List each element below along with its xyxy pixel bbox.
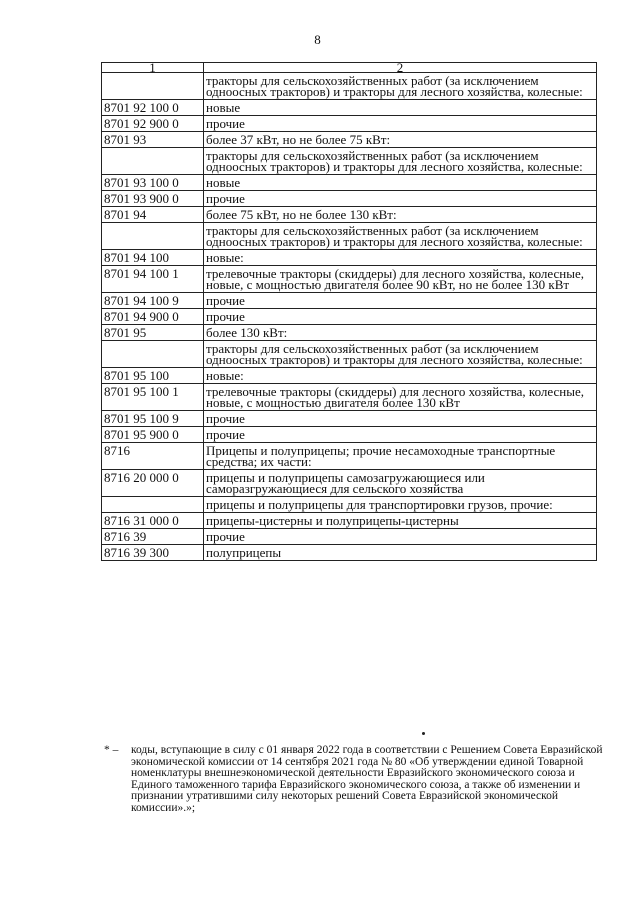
description-cell: полуприцепы xyxy=(204,545,597,561)
description-cell: прицепы и полуприцепы самозагружающиеся или саморазгружающиеся для сельского хозяйства xyxy=(204,470,597,497)
page-number: 8 xyxy=(314,32,321,47)
description-cell: прочие xyxy=(204,116,597,132)
tariff-code-cell xyxy=(102,341,204,368)
tariff-code-cell: 8701 92 900 0 xyxy=(102,116,204,132)
tariff-code-cell: 8701 93 xyxy=(102,132,204,148)
table-row xyxy=(102,73,597,100)
table-row xyxy=(102,266,597,293)
table-row xyxy=(102,223,597,250)
table-row xyxy=(102,411,597,427)
tariff-code-cell: 8701 94 900 0 xyxy=(102,309,204,325)
table-row xyxy=(102,148,597,175)
tariff-code-cell: 8701 93 900 0 xyxy=(102,191,204,207)
table-row xyxy=(102,191,597,207)
description-cell: прочие xyxy=(204,529,597,545)
table-row xyxy=(102,207,597,223)
table-row xyxy=(102,384,597,411)
table-row xyxy=(102,470,597,497)
tariff-code-cell: 8701 92 100 0 xyxy=(102,100,204,116)
column-header-description: 2 xyxy=(204,63,597,73)
tariff-code-cell xyxy=(102,73,204,100)
tariff-code-cell: 8701 93 100 0 xyxy=(102,175,204,191)
tariff-code-cell: 8701 94 100 xyxy=(102,250,204,266)
tariff-code-cell: 8701 94 xyxy=(102,207,204,223)
tariff-code-cell: 8701 95 100 1 xyxy=(102,384,204,411)
table-row xyxy=(102,116,597,132)
tariff-table xyxy=(101,62,597,561)
description-cell: прочие xyxy=(204,411,597,427)
description-cell: новые xyxy=(204,175,597,191)
table-row xyxy=(102,443,597,470)
description-cell: прочие xyxy=(204,293,597,309)
stray-dot xyxy=(422,732,425,735)
description-cell: прочие xyxy=(204,309,597,325)
description-cell: более 75 кВт, но не более 130 кВт: xyxy=(204,207,597,223)
tariff-code-cell: 8701 95 100 9 xyxy=(102,411,204,427)
description-cell: более 37 кВт, но не более 75 кВт: xyxy=(204,132,597,148)
tariff-code-cell: 8701 95 900 0 xyxy=(102,427,204,443)
description-cell: тракторы для сельскохозяйственных работ (за исключением одноосных тракторов) и тракторы для лесного хозяйства, колесные: xyxy=(204,73,597,100)
table-row xyxy=(102,100,597,116)
tariff-code-cell xyxy=(102,148,204,175)
description-cell: Прицепы и полуприцепы; прочие несамоходные транспортные средства; их части: xyxy=(204,443,597,470)
table-row xyxy=(102,513,597,529)
table-row xyxy=(102,309,597,325)
table-row xyxy=(102,545,597,561)
description-cell: новые: xyxy=(204,250,597,266)
tariff-code-cell: 8716 xyxy=(102,443,204,470)
footnote-text: коды, вступающие в силу с 01 января 2022 года в соответствии с Решением Совета Евразийской экономической комиссии от 14 сентября 2021 года № 80 «Об утверждении единой Товарной номенклатуры внешнеэкономической деятельности Евразийского экономического союза и Единого таможенного тарифа Евразийского экономического союза, а также об изменении и признании утратившими силу некоторых решений Совета Евразийской экономической комиссии».»; xyxy=(131,744,603,814)
table-row xyxy=(102,325,597,341)
description-cell: тракторы для сельскохозяйственных работ (за исключением одноосных тракторов) и тракторы для лесного хозяйства, колесные: xyxy=(204,223,597,250)
footnote-mark: * – xyxy=(104,744,119,756)
tariff-code-cell: 8701 94 100 9 xyxy=(102,293,204,309)
tariff-code-cell: 8716 39 300 xyxy=(102,545,204,561)
description-cell: трелевочные тракторы (скиддеры) для лесного хозяйства, колесные, новые, с мощностью двигателя более 90 кВт, но не более 130 кВт xyxy=(204,266,597,293)
footnote xyxy=(104,745,604,814)
tariff-code-cell: 8716 31 000 0 xyxy=(102,513,204,529)
description-cell: тракторы для сельскохозяйственных работ (за исключением одноосных тракторов) и тракторы для лесного хозяйства, колесные: xyxy=(204,341,597,368)
table-row xyxy=(102,497,597,513)
table-row xyxy=(102,175,597,191)
description-cell: тракторы для сельскохозяйственных работ (за исключением одноосных тракторов) и тракторы для лесного хозяйства, колесные: xyxy=(204,148,597,175)
table-header-row xyxy=(102,63,597,73)
description-cell: прочие xyxy=(204,427,597,443)
table-row xyxy=(102,368,597,384)
tariff-code-cell: 8701 94 100 1 xyxy=(102,266,204,293)
column-header-code: 1 xyxy=(102,63,204,73)
table-row xyxy=(102,529,597,545)
table-row xyxy=(102,341,597,368)
tariff-code-cell: 8701 95 100 xyxy=(102,368,204,384)
tariff-code-cell: 8716 20 000 0 xyxy=(102,470,204,497)
description-cell: более 130 кВт: xyxy=(204,325,597,341)
description-cell: прицепы и полуприцепы для транспортировки грузов, прочие: xyxy=(204,497,597,513)
tariff-code-cell xyxy=(102,223,204,250)
table-row xyxy=(102,293,597,309)
description-cell: прочие xyxy=(204,191,597,207)
table-row xyxy=(102,132,597,148)
description-cell: новые xyxy=(204,100,597,116)
tariff-code-cell: 8716 39 xyxy=(102,529,204,545)
table-row xyxy=(102,427,597,443)
table-row xyxy=(102,250,597,266)
description-cell: новые: xyxy=(204,368,597,384)
tariff-code-cell: 8701 95 xyxy=(102,325,204,341)
description-cell: прицепы-цистерны и полуприцепы-цистерны xyxy=(204,513,597,529)
tariff-code-cell xyxy=(102,497,204,513)
description-cell: трелевочные тракторы (скиддеры) для лесного хозяйства, колесные, новые, с мощностью двигателя более 130 кВт xyxy=(204,384,597,411)
